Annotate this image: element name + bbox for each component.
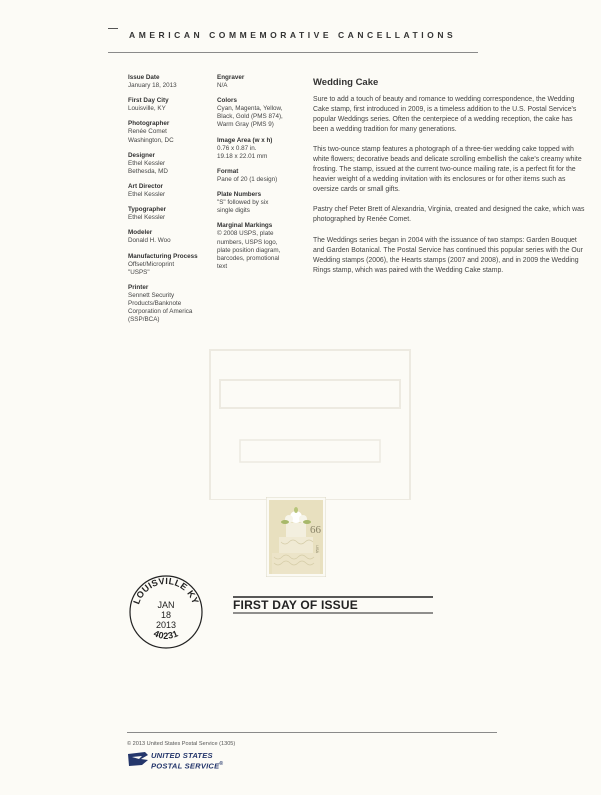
field-format: Format Pane of 20 (1 design)	[217, 167, 278, 183]
article-paragraph: This two-ounce stamp features a photograph of a three-tier wedding cake topped with white flowers; decorative beads and delicate scrolling embellish the cake's creamy white frosting. The stamp, issued at the current two-ounce mailing rate, is a perfect fit for the heavier weight of a wedding invitation with its enclosures or for other items such as oversize cards or small gifts.	[313, 146, 582, 194]
header-divider	[108, 52, 478, 53]
field-manufacturing-process: Manufacturing Process Offset/Microprint "USPS"	[128, 252, 198, 276]
postmark-city: LOUISVILLE KY	[131, 575, 201, 606]
stamp-country: USA	[315, 545, 320, 554]
field-first-day-city: First Day City Louisville, KY	[128, 97, 169, 113]
tech-details-left	[128, 74, 218, 331]
postmark	[126, 570, 206, 650]
field-photographer: Photographer Renée Comet Washington, DC	[128, 120, 174, 144]
usps-wordmark	[151, 752, 223, 771]
wedding-cake-stamp	[266, 497, 326, 577]
field-marginal-markings: Marginal Markings © 2008 USPS, plate numbers, USPS logo, plate position diagram, barcodes, promotional text	[217, 222, 281, 270]
footer-divider	[127, 732, 497, 733]
usps-line1: UNITED STATES	[151, 751, 213, 760]
postmark-month: JAN	[157, 600, 175, 610]
postmark-zip: 40231	[152, 628, 180, 641]
usps-eagle-logo-icon	[127, 751, 149, 767]
field-colors: Colors Cyan, Magenta, Yellow, Black, Gold (PMS 874), Warm Gray (PMS 9)	[217, 97, 283, 129]
field-modeler: Modeler Donald H. Woo	[128, 229, 171, 245]
background-watermark	[180, 330, 440, 500]
header-rule	[108, 28, 118, 29]
field-designer: Designer Ethel Kessler Bethesda, MD	[128, 151, 168, 175]
field-art-director: Art Director Ethel Kessler	[128, 182, 166, 199]
trademark-symbol: ®	[219, 761, 224, 768]
field-engraver: Engraver N/A	[217, 74, 245, 90]
field-image-area: Image Area (w x h) 0.76 x 0.87 in. 19.18 x 22.01 mm	[217, 136, 273, 160]
field-printer: Printer Sennett Security Products/Banknote Corporation of America (SSP/BCA)	[128, 283, 193, 324]
postmark-day: 18	[160, 610, 172, 620]
article-paragraph: Sure to add a touch of beauty and romance to wedding correspondence, the Wedding Cake stamp, first introduced in 2009, is a timeless addition to the U.S. Postal Service's popular Weddings series. Often the centerpiece of a wedding reception, the cake has been a wedding tradition for many generations.	[313, 96, 577, 134]
stamp-denomination: 66	[310, 524, 321, 536]
article-title: Wedding Cake	[313, 77, 379, 88]
article-paragraph: Pastry chef Peter Brett of Alexandria, Virginia, created and designed the cake, which was photographed by Renée Comet.	[313, 206, 585, 224]
field-issue-date: Issue Date January 18, 2013	[128, 74, 177, 90]
copyright-notice: © 2013 United States Postal Service (1305)	[127, 741, 236, 747]
article-paragraph: The Weddings series began in 2004 with the issuance of two stamps: Garden Bouquet and Garden Botanical. The Postal Service has continued this popular series with the Our Wedding stamps (2006), the Hearts stamps (2007 and 2008), and in 2009 the Wedding Rings stamp, which was paired with the Wedding Cake stamp.	[313, 236, 583, 274]
series-header: AMERICAN COMMEMORATIVE CANCELLATIONS	[129, 30, 457, 40]
field-plate-numbers: Plate Numbers "S" followed by six single digits	[217, 191, 269, 215]
tech-details-middle	[217, 74, 307, 278]
svg-text:40231	[152, 628, 180, 641]
postmark-year: 2013	[155, 620, 177, 630]
first-day-of-issue-cancel	[233, 596, 433, 616]
fdoi-text: FIRST DAY OF ISSUE	[233, 598, 358, 612]
usps-line2: POSTAL SERVICE	[151, 761, 220, 771]
article-body	[313, 95, 588, 286]
field-typographer: Typographer Ethel Kessler	[128, 206, 167, 222]
